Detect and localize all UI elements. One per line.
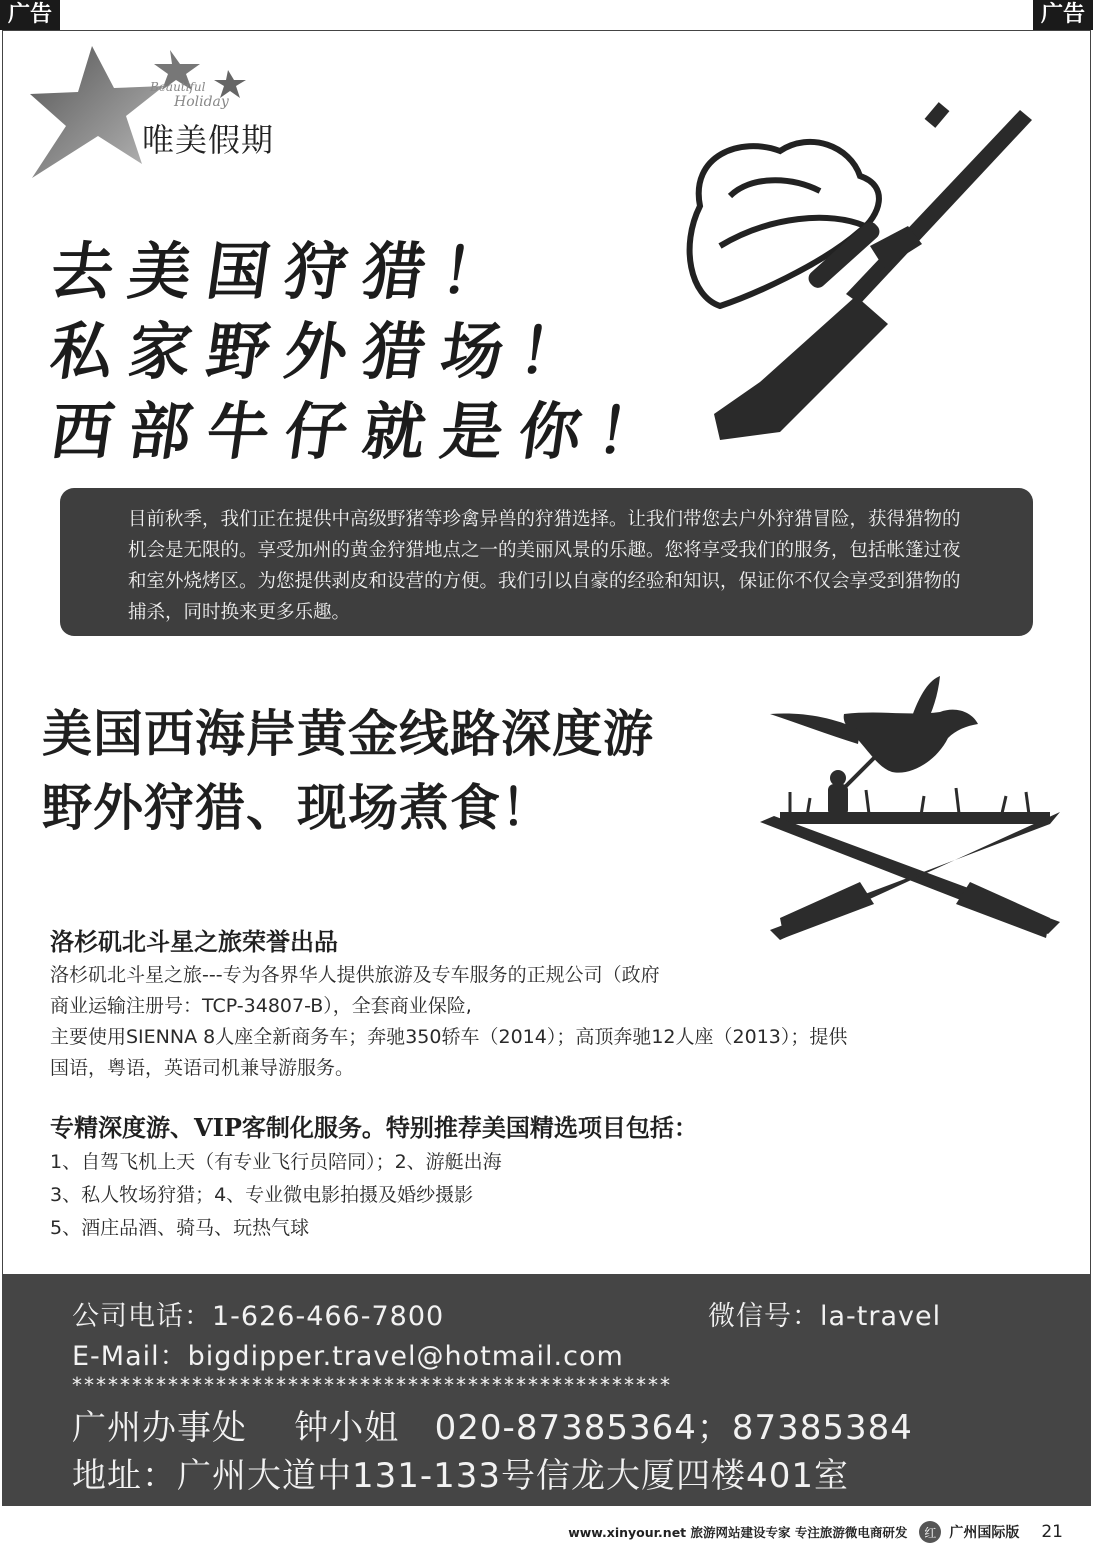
company-title: 洛杉矶北斗星之旅荣誉出品 bbox=[50, 927, 338, 956]
company-line-4: 国语，粤语，英语司机兼导游服务。 bbox=[50, 1057, 355, 1079]
brand-logo bbox=[22, 40, 322, 190]
contact-phone[interactable]: 公司电话：1-626-466-7800 bbox=[72, 1301, 445, 1332]
company-line-2: 商业运输注册号：TCP-34807-B），全套商业保险, bbox=[50, 995, 472, 1017]
route-title-line-2: 野外狩猎、现场煮食！ bbox=[42, 779, 552, 837]
headline-line-2: 私家野外猎场！ bbox=[46, 315, 603, 388]
footer-site-text[interactable]: www.xinyour.net 旅游网站建设专家 专注旅游微电商研发 bbox=[568, 1525, 908, 1540]
services-title: 专精深度游、VIP客制化服务。特别推荐美国精选项目包括： bbox=[50, 1113, 698, 1142]
crossed-rifles-icon bbox=[760, 812, 1060, 940]
intro-description-text: 目前秋季，我们正在提供中高级野猪等珍禽异兽的狩猎选择。让我们带您去户外狩猎冒险，获得猎物的机会是无限的。享受加州的黄金狩猎地点之一的美丽风景的乐趣。您将享受我们的服务，包括帐篷过夜和室外烧烤区。为您提供剥皮和设营的方便。我们引以自豪的经验和知识，保证你不仅会享受到猎物的捕杀，同时换来更多乐趣。 bbox=[128, 509, 961, 623]
services-item-3: 5、酒庄品酒、骑马、玩热气球 bbox=[50, 1217, 310, 1239]
services-item-1: 1、自驾飞机上天（有专业飞行员陪同）；2、游艇出海 bbox=[50, 1151, 502, 1173]
headline-line-1: 去美国狩猎！ bbox=[46, 235, 525, 308]
company-description bbox=[50, 960, 1080, 1084]
ad-tag-left: 广告 bbox=[0, 0, 60, 30]
logo-english-line1: Beautiful bbox=[150, 80, 206, 94]
contact-panel bbox=[2, 1274, 1091, 1506]
cowboy-hat-icon bbox=[690, 142, 879, 306]
route-title-line-1: 美国西海岸黄金线路深度游 bbox=[42, 705, 654, 763]
logo-chinese-name: 唯美假期 bbox=[142, 121, 275, 159]
company-line-3: 主要使用SIENNA 8人座全新商务车；奔驰350轿车（2014）；高顶奔驰12人座（2013）；提供 bbox=[50, 1026, 848, 1048]
services-list bbox=[50, 1146, 502, 1245]
contact-wechat: 微信号：la-travel bbox=[708, 1301, 942, 1332]
company-line-1: 洛杉矶北斗星之旅---专为各界华人提供旅游及专车服务的正规公司（政府 bbox=[50, 964, 660, 986]
hunter-silhouette-icon bbox=[828, 748, 884, 816]
page-footer bbox=[568, 1520, 1063, 1544]
logo-english-line2: Holiday bbox=[174, 94, 229, 110]
ground-strip bbox=[780, 812, 1050, 824]
duck-hunting-illustration bbox=[760, 672, 1070, 942]
headline-line-3: 西部牛仔就是你！ bbox=[46, 395, 681, 468]
contact-divider-stars: ************************************************** bbox=[72, 1373, 672, 1397]
footer-badge-icon: 红 bbox=[919, 1521, 941, 1543]
footer-edition: 广州国际版 bbox=[949, 1525, 1020, 1541]
page-number: 21 bbox=[1041, 1522, 1063, 1542]
contact-email[interactable]: E-Mail：bigdipper.travel@hotmail.com bbox=[72, 1341, 624, 1372]
rifle-icon bbox=[714, 102, 1032, 440]
intro-description-panel bbox=[60, 488, 1033, 636]
ad-tag-right: 广告 bbox=[1033, 0, 1093, 30]
contact-office: 广州办事处 钟小姐 020-87385364；87385384 bbox=[72, 1408, 913, 1448]
services-item-2: 3、私人牧场狩猎；4、专业微电影拍摄及婚纱摄影 bbox=[50, 1184, 474, 1206]
hat-and-rifle-illustration bbox=[660, 96, 1040, 456]
contact-address: 地址：广州大道中131-133号信龙大厦四楼401室 bbox=[72, 1456, 849, 1496]
